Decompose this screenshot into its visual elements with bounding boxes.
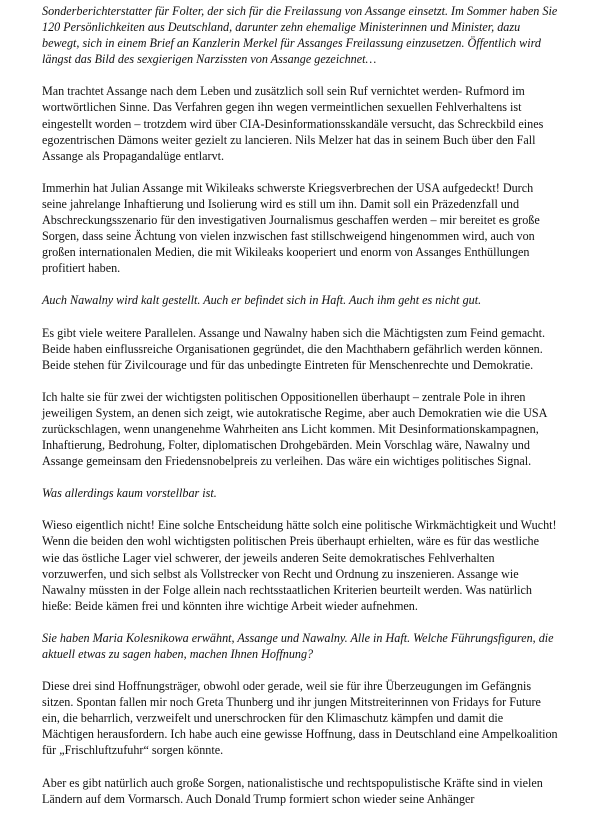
- interview-answer: Ich halte sie für zwei der wichtigsten politischen Oppositionellen überhaupt – zentrale Pole in ihren jeweiligen System, an denen sich zeigt, wie autokratische Regime, aber auch Demokratien wie die USA zurückschlagen, wenn unangenehme Wahrheiten ans Licht kommen. Mit Desinformationskampagnen, Inhaftierung, Bedrohung, Folter, diplomatischen Drohgebärden. Mein Vorschlag wäre, Nawalny und Assange gemeinsam den Friedensnobelpreis zu verleihen. Das wäre ein wichtiges politisches Signal.: [42, 389, 547, 469]
- interview-question: Sonderberichterstatter für Folter, der sich für die Freilassung von Assange einsetzt. Im Sommer haben Sie 120 Persönlichkeiten aus Deutschland, darunter zehn ehemalige Ministerinnen und Minister, dazu bewegt, sich in einem Brief an Kanzlerin Merkel für Assanges Freilassung einzusetzen. Öffentlich wird längst das Bild des sexgierigen Narzissten von Assange gezeichnet…: [42, 4, 558, 67]
- interview-question: Was allerdings kaum vorstellbar ist.: [42, 486, 217, 501]
- interview-answer: Diese drei sind Hoffnungsträger, obwohl oder gerade, weil sie für ihre Überzeugungen im Gefängnis sitzen. Spontan fallen mir noch Greta Thunberg und ihr jungen Mitstreiterinnen von Fridays for Future ein, die beharrlich, verzweifelt und unerschrocken für den Klimaschutz kämpfen und damit die Mächtigen herausfordern. Ich habe auch eine gewisse Hoffnung, dass in Deutschland eine Ampelkoalition für „Frischluftzufuhr“ sorgen könnte.: [42, 679, 558, 758]
- document-body: [42, 3, 558, 823]
- interview-answer: Immerhin hat Julian Assange mit Wikileaks schwerste Kriegsverbrechen der USA aufgedeckt! Durch seine jahrelange Inhaftierung und Isolierung wird es still um ihn. Damit soll ein Präzedenzfall und Abschreckungsszenario für den investigativen Journalismus geschaffen werden – mir bereitet es große Sorgen, dass seine Ächtung von vielen inzwischen fast stillschweigend hingenommen wird, auch von großen internationalen Medien, die mit Wikileaks kooperiert und enorm von Assanges Enthüllungen profitiert haben.: [42, 180, 540, 276]
- interview-question: Sie haben Maria Kolesnikowa erwähnt, Assange und Nawalny. Alle in Haft. Welche Führungsfiguren, die aktuell etwas zu sagen haben, machen Ihnen Hoffnung?: [42, 630, 554, 661]
- interview-answer: Aber es gibt natürlich auch große Sorgen, nationalistische und rechtspopulistische Kräfte sind in vielen Ländern auf dem Vormarsch. Auch Donald Trump formiert schon wieder seine Anhänger: [42, 775, 543, 806]
- interview-answer: Es gibt viele weitere Parallelen. Assange und Nawalny haben sich die Mächtigsten zum Feind gemacht. Beide haben einflussreiche Organisationen gegründet, die den Machthabern gefährlich werden können. Beide stehen für Zivilcourage und für das unbedingte Eintreten für Menschenrechte und Demokratie.: [42, 325, 546, 372]
- interview-answer: Wieso eigentlich nicht! Eine solche Entscheidung hätte solch eine politische Wirkmächtigkeit und Wucht! Wenn die beiden den wohl wichtigsten politischen Preis überhaupt erhielten, wäre es für das westliche wie das östliche Lager viel schwerer, der jeweils anderen Seite demokratisches Fehlverhalten vorzuwerfen, und sich selbst als Vollstrecker von Recht und Ordnung zu inszenieren. Assange wie Nawalny müssten in der Folge allein nach rechtsstaatlichen Kriterien beurteilt werden. Was natürlich hieße: Beide kämen frei und könnten ihre wichtige Arbeit wieder aufnehmen.: [42, 518, 557, 613]
- interview-question: Auch Nawalny wird kalt gestellt. Auch er befindet sich in Haft. Auch ihm geht es nicht gut.: [42, 293, 482, 308]
- interview-answer: Man trachtet Assange nach dem Leben und zusätzlich soll sein Ruf vernichtet werden- Rufmord im wortwörtlichen Sinne. Das Verfahren gegen ihn wegen vermeintlichen sexuellen Fehlverhaltens ist eingestellt worden – trotzdem wird über CIA-Desinformationsskandäle versucht, das Schreckbild eines egozentrischen Dämons weiter gezielt zu lancieren. Nils Melzer hat das in seinem Buch über den Fall Assange als Propagandalüge entlarvt.: [42, 84, 544, 163]
